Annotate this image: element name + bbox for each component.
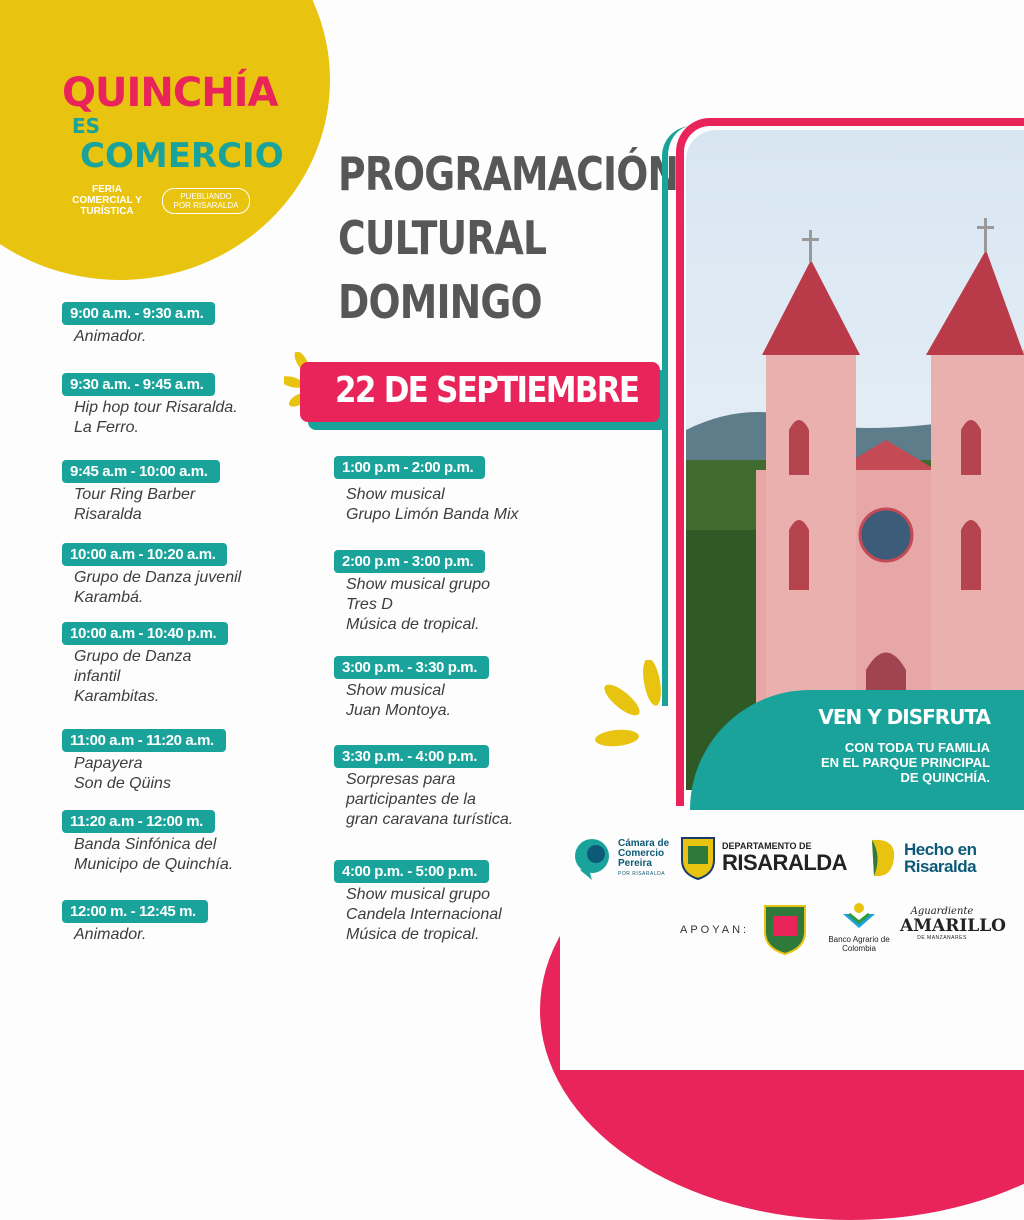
amarillo-name: AMARILLO (900, 916, 1006, 936)
activity-description: Banda Sinfónica del Municipo de Quinchía. (74, 836, 234, 873)
municipal-seal-icon (762, 902, 808, 956)
time-pill: 11:00 a.m - 11:20 a.m. (62, 729, 226, 752)
apoyan-label: APOYAN: (680, 924, 750, 936)
time-pill: 2:00 p.m - 3:00 p.m. (334, 550, 485, 573)
schedule-item (334, 456, 519, 525)
title-line-3: DOMINGO (338, 275, 542, 329)
amarillo-origin: DE MANZANARES (917, 935, 967, 941)
activity-description: Show musical grupo Tres D Música de tropical. (346, 576, 491, 633)
shield-icon (680, 836, 716, 880)
time-pill: 4:00 p.m. - 5:00 p.m. (334, 860, 489, 883)
schedule-item (62, 900, 208, 945)
time-pill: 10:00 a.m - 10:20 a.m. (62, 543, 227, 566)
camara-tagline: POR RISARALDA (618, 871, 666, 877)
banco-agrario-icon (839, 902, 879, 930)
activity-description: Papayera Son de Qüins (74, 755, 171, 792)
title-line-1: PROGRAMACIÓN (338, 147, 679, 201)
activity-description: Animador. (74, 926, 147, 943)
hecho-en-risaralda-logo (868, 836, 994, 880)
hecho-icon (868, 836, 898, 880)
camara-icon (572, 836, 612, 880)
logo-pueblando-pill: PUEBLIANDO POR RISARALDA (162, 188, 250, 214)
time-pill: 11:20 a.m - 12:00 m. (62, 810, 215, 833)
time-pill: 1:00 p.m - 2:00 p.m. (334, 456, 485, 479)
schedule-item (334, 745, 513, 830)
schedule-item (62, 729, 226, 794)
page-title (338, 142, 678, 334)
activity-description: Show musical Juan Montoya. (346, 682, 451, 719)
schedule-item (334, 860, 502, 945)
time-pill: 12:00 m. - 12:45 m. (62, 900, 208, 923)
departamento-top: DEPARTAMENTO DE (722, 841, 812, 851)
sunburst-icon (592, 660, 702, 770)
time-pill: 9:45 a.m - 10:00 a.m. (62, 460, 220, 483)
time-pill: 3:30 p.m. - 4:00 p.m. (334, 745, 489, 768)
camara-comercio-logo (572, 836, 684, 880)
schedule-item (62, 543, 241, 608)
departamento-risaralda-logo (680, 836, 847, 880)
logo-connector: ES (72, 114, 101, 138)
schedule-item (62, 810, 233, 875)
event-logo (62, 70, 284, 217)
logo-commerce: COMERCIO (80, 136, 284, 176)
event-date: 22 DE SEPTIEMBRE (335, 370, 639, 411)
aguardiente-amarillo-logo (900, 906, 1006, 941)
schedule-item (62, 460, 220, 525)
schedule-item (62, 373, 238, 438)
camara-name: Cámara de Comercio Pereira (618, 838, 670, 869)
schedule-item (62, 622, 228, 707)
activity-description: Hip hop tour Risaralda. La Ferro. (74, 399, 238, 436)
activity-description: Tour Ring Barber Risaralda (74, 486, 196, 523)
promo-subtitle: CON TODA TU FAMILIA EN EL PARQUE PRINCIPAL DE QUINCHÍA. (820, 740, 990, 785)
time-pill: 10:00 a.m - 10:40 p.m. (62, 622, 228, 645)
amarillo-script: Aguardiente (910, 906, 974, 917)
promo-title: VEN Y DISFRUTA (818, 705, 990, 729)
activity-description: Animador. (74, 328, 147, 345)
schedule-item (334, 550, 490, 635)
time-pill: 3:00 p.m. - 3:30 p.m. (334, 656, 489, 679)
activity-description: Sorpresas para participantes de la gran caravana turística. (346, 771, 514, 828)
activity-description: Grupo de Danza infantil Karambitas. (74, 648, 192, 705)
activity-description: Show musical Grupo Limón Banda Mix (346, 486, 519, 523)
schedule-item (334, 656, 489, 721)
title-line-2: CULTURAL (338, 211, 547, 265)
logo-town-name: QUINCHÍA (62, 70, 278, 116)
logo-feria-label: FERIA COMERCIAL Y TURÍSTICA (72, 184, 142, 217)
schedule-item (62, 302, 215, 347)
departamento-name: RISARALDA (722, 850, 848, 875)
activity-description: Grupo de Danza juvenil Karambá. (74, 569, 242, 606)
activity-description: Show musical grupo Candela Internacional Música de tropical. (346, 886, 502, 943)
time-pill: 9:30 a.m. - 9:45 a.m. (62, 373, 215, 396)
hecho-text: Hecho en Risaralda (904, 840, 977, 876)
banco-agrario-name: Banco Agrario de Colombia (828, 935, 890, 953)
time-pill: 9:00 a.m. - 9:30 a.m. (62, 302, 215, 325)
banco-agrario-logo (826, 902, 892, 953)
